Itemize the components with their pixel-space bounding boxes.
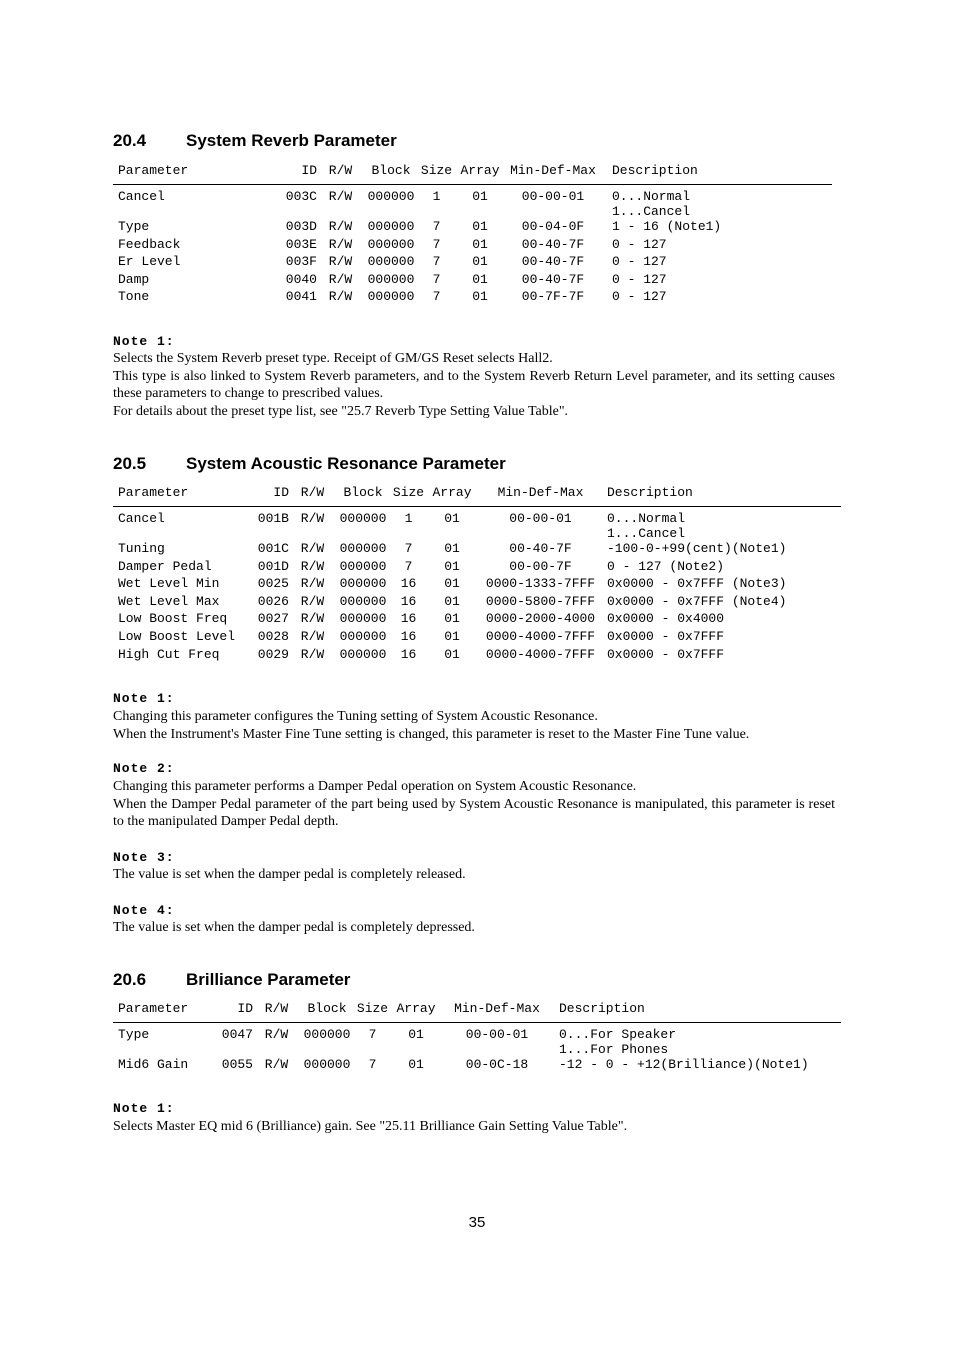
cell-rw: R/W xyxy=(328,271,353,287)
cell-block: 000000 xyxy=(339,628,387,644)
section-title: System Reverb Parameter xyxy=(186,131,397,150)
cell-array: 01 xyxy=(472,219,488,234)
cell-rw: R/W xyxy=(264,1027,289,1042)
cell-min-def-max: 00-0C-18 xyxy=(465,1057,529,1072)
cell-block: 000000 xyxy=(367,236,415,252)
note-paragraph: For details about the preset type list, see "25.7 Reverb Type Setting Value Table". xyxy=(113,403,569,419)
cell-parameter: Damp xyxy=(118,271,150,287)
cell-description: 0 - 127 (Note2) xyxy=(607,558,725,574)
cell-id: 0047 xyxy=(221,1027,253,1042)
note-label: Note 2: xyxy=(113,761,175,776)
cell-rw: R/W xyxy=(300,593,325,609)
table-row xyxy=(113,237,832,255)
column-header-array: Array xyxy=(391,998,441,1023)
cell-min-def-max: 0000-2000-4000 xyxy=(485,611,596,627)
column-header-rw: R/W xyxy=(253,998,300,1023)
cell-description: 0 - 127 xyxy=(612,289,667,305)
cell-description: 0x0000 - 0x4000 xyxy=(607,611,725,627)
cell-size: 16 xyxy=(400,628,417,644)
column-header-block: Block xyxy=(300,998,354,1023)
table-row xyxy=(113,1023,841,1058)
column-header-size: Size xyxy=(390,482,427,507)
column-header-size: Size xyxy=(418,160,455,185)
cell-id: 001C xyxy=(257,541,289,556)
table-row xyxy=(113,272,832,290)
cell-parameter: Tone xyxy=(118,289,150,305)
cell-block: 000000 xyxy=(339,611,387,627)
note-paragraph: When the Instrument's Master Fine Tune setting is changed, this parameter is reset to the Master Fine Tune value. xyxy=(113,726,750,742)
cell-parameter: Cancel xyxy=(118,511,165,526)
cell-array: 01 xyxy=(472,254,488,270)
cell-size: 16 xyxy=(400,646,417,662)
cell-size: 16 xyxy=(400,576,417,592)
cell-rw: R/W xyxy=(300,611,325,627)
cell-parameter: Wet Level Max xyxy=(118,593,220,609)
column-header-description: Description xyxy=(604,482,841,507)
column-header-block: Block xyxy=(364,160,418,185)
cell-description: -100-0-+99(cent)(Note1) xyxy=(607,541,787,556)
cell-rw: R/W xyxy=(300,541,325,556)
note-paragraph: Selects the System Reverb preset type. Receipt of GM/GS Reset selects Hall2. xyxy=(113,351,553,366)
cell-parameter: Type xyxy=(118,1027,150,1042)
cell-id: 0027 xyxy=(257,611,289,627)
cell-min-def-max: 0000-4000-7FFF xyxy=(485,628,596,644)
note-text xyxy=(113,778,835,831)
cell-block: 000000 xyxy=(339,646,387,662)
column-header-description: Description xyxy=(601,160,832,185)
cell-description: 0 - 127 xyxy=(612,254,667,270)
cell-block: 000000 xyxy=(303,1057,351,1072)
cell-parameter: High Cut Freq xyxy=(118,646,220,662)
table-row xyxy=(113,647,841,665)
note-label: Note 4: xyxy=(113,903,175,918)
reverb-parameter-table xyxy=(113,160,832,307)
cell-id: 003E xyxy=(285,236,317,252)
note-label: Note 1: xyxy=(113,334,175,349)
cell-description: 0x0000 - 0x7FFF xyxy=(607,646,725,662)
note-paragraph: The value is set when the damper pedal is completely depressed. xyxy=(113,920,475,935)
cell-block: 000000 xyxy=(367,289,415,305)
table-row xyxy=(113,611,841,629)
cell-block: 000000 xyxy=(303,1027,351,1042)
table-row xyxy=(113,507,841,542)
cell-size: 7 xyxy=(404,541,413,556)
cell-size: 1 xyxy=(404,511,413,526)
cell-id: 0028 xyxy=(257,628,289,644)
cell-description: 1 - 16 (Note1) xyxy=(612,219,722,234)
cell-size: 7 xyxy=(432,219,441,234)
table-row xyxy=(113,629,841,647)
cell-block: 000000 xyxy=(367,219,415,234)
cell-parameter: Tuning xyxy=(118,541,165,556)
cell-description: -12 - 0 - +12(Brilliance)(Note1) xyxy=(559,1057,809,1072)
cell-min-def-max: 00-00-01 xyxy=(509,511,572,526)
note-label: Note 1: xyxy=(113,691,175,706)
table-row xyxy=(113,559,841,577)
column-header-rw: R/W xyxy=(317,160,364,185)
column-header-min-def-max: Min-Def-Max xyxy=(505,160,601,185)
cell-array: 01 xyxy=(444,646,460,662)
table-row xyxy=(113,219,832,237)
cell-array: 01 xyxy=(444,576,460,592)
cell-id: 0026 xyxy=(257,593,289,609)
section-number: 20.6 xyxy=(113,970,147,989)
cell-rw: R/W xyxy=(264,1057,289,1072)
cell-min-def-max: 00-40-7F xyxy=(521,254,585,270)
cell-array: 01 xyxy=(444,611,460,627)
cell-block: 000000 xyxy=(367,189,415,204)
note-paragraph: Selects Master EQ mid 6 (Brilliance) gain. See "25.11 Brilliance Gain Setting Value Table". xyxy=(113,1119,628,1134)
column-header-min-def-max: Min-Def-Max xyxy=(441,998,553,1023)
column-header-size: Size xyxy=(354,998,391,1023)
cell-size: 16 xyxy=(400,611,417,627)
section-heading xyxy=(113,454,506,474)
cell-array: 01 xyxy=(408,1027,424,1042)
column-header-id: ID xyxy=(276,160,317,185)
section-title: System Acoustic Resonance Parameter xyxy=(186,454,506,473)
cell-parameter: Cancel xyxy=(118,189,165,204)
table-row xyxy=(113,1057,841,1075)
cell-size: 7 xyxy=(432,271,441,287)
column-header-id: ID xyxy=(248,482,289,507)
cell-size: 7 xyxy=(368,1027,377,1042)
note-text xyxy=(113,708,835,743)
column-header-parameter: Parameter xyxy=(113,482,248,507)
cell-array: 01 xyxy=(472,189,488,204)
table-row xyxy=(113,541,841,559)
section-title: Brilliance Parameter xyxy=(186,970,351,989)
cell-description: 0...For Speaker 1...For Phones xyxy=(559,1027,677,1057)
note-text xyxy=(113,919,835,937)
cell-id: 0040 xyxy=(285,271,317,287)
table-row xyxy=(113,594,841,612)
column-header-parameter: Parameter xyxy=(113,998,213,1023)
cell-array: 01 xyxy=(444,541,460,556)
cell-parameter: Damper Pedal xyxy=(118,558,212,574)
column-header-parameter: Parameter xyxy=(113,160,276,185)
cell-min-def-max: 0000-4000-7FFF xyxy=(485,646,596,662)
note-label: Note 1: xyxy=(113,1101,175,1116)
cell-block: 000000 xyxy=(339,576,387,592)
cell-size: 7 xyxy=(368,1057,377,1072)
table-header-row xyxy=(113,160,832,185)
cell-id: 0025 xyxy=(257,576,289,592)
cell-parameter: Low Boost Freq xyxy=(118,611,228,627)
page-number: 35 xyxy=(468,1214,486,1231)
cell-block: 000000 xyxy=(339,593,387,609)
cell-id: 0041 xyxy=(285,289,317,305)
cell-size: 7 xyxy=(404,558,413,574)
column-header-array: Array xyxy=(455,160,505,185)
note-text xyxy=(113,1118,835,1136)
cell-min-def-max: 00-00-01 xyxy=(521,189,585,204)
cell-block: 000000 xyxy=(339,558,387,574)
cell-block: 000000 xyxy=(367,254,415,270)
column-header-rw: R/W xyxy=(289,482,336,507)
table-row xyxy=(113,254,832,272)
cell-rw: R/W xyxy=(300,558,325,574)
cell-description: 0...Normal 1...Cancel xyxy=(607,511,686,541)
cell-block: 000000 xyxy=(367,271,415,287)
cell-min-def-max: 00-00-7F xyxy=(509,558,572,574)
cell-min-def-max: 00-00-01 xyxy=(465,1027,529,1042)
cell-description: 0x0000 - 0x7FFF (Note4) xyxy=(607,593,787,609)
cell-id: 003F xyxy=(285,254,317,270)
cell-rw: R/W xyxy=(328,254,353,270)
cell-array: 01 xyxy=(444,593,460,609)
section-number: 20.4 xyxy=(113,131,147,150)
cell-min-def-max: 00-7F-7F xyxy=(521,289,585,305)
note-paragraph: Changing this parameter configures the Tuning setting of System Acoustic Resonance. xyxy=(113,709,598,724)
cell-id: 0055 xyxy=(221,1057,253,1072)
table-row xyxy=(113,289,832,307)
cell-block: 000000 xyxy=(339,511,387,526)
section-heading xyxy=(113,131,397,151)
note-text xyxy=(113,350,835,420)
cell-parameter: Low Boost Level xyxy=(118,628,236,644)
cell-array: 01 xyxy=(472,236,488,252)
cell-id: 003C xyxy=(285,189,317,204)
note-paragraph: This type is also linked to System Reverb parameters, and to the System Reverb Return Level parameter, and its setting causes these parameters to change to prescribed values. xyxy=(113,368,835,401)
acoustic-resonance-parameter-table xyxy=(113,482,841,664)
brilliance-parameter-table xyxy=(113,998,841,1075)
cell-description: 0 - 127 xyxy=(612,236,667,252)
cell-rw: R/W xyxy=(328,189,353,204)
cell-rw: R/W xyxy=(328,236,353,252)
cell-array: 01 xyxy=(472,271,488,287)
cell-size: 7 xyxy=(432,236,441,252)
column-header-min-def-max: Min-Def-Max xyxy=(477,482,604,507)
column-header-array: Array xyxy=(427,482,477,507)
column-header-description: Description xyxy=(553,998,841,1023)
cell-parameter: Er Level xyxy=(118,254,181,270)
cell-array: 01 xyxy=(444,511,460,526)
cell-size: 7 xyxy=(432,289,441,305)
note-label: Note 3: xyxy=(113,850,175,865)
cell-parameter: Type xyxy=(118,219,150,234)
cell-block: 000000 xyxy=(339,541,387,556)
cell-description: 0...Normal 1...Cancel xyxy=(612,189,691,219)
table-row xyxy=(113,185,832,220)
cell-rw: R/W xyxy=(300,628,325,644)
cell-description: 0x0000 - 0x7FFF xyxy=(607,628,725,644)
note-text xyxy=(113,866,835,884)
cell-parameter: Mid6 Gain xyxy=(118,1057,189,1072)
cell-min-def-max: 00-04-0F xyxy=(521,219,585,234)
cell-rw: R/W xyxy=(328,219,353,234)
note-paragraph: Changing this parameter performs a Damper Pedal operation on System Acoustic Resonance. xyxy=(113,779,637,794)
cell-id: 001B xyxy=(257,511,289,526)
cell-parameter: Feedback xyxy=(118,236,181,252)
cell-size: 7 xyxy=(432,254,441,270)
section-heading xyxy=(113,970,350,990)
column-header-block: Block xyxy=(336,482,390,507)
table-header-row xyxy=(113,482,841,507)
cell-array: 01 xyxy=(408,1057,424,1072)
cell-min-def-max: 0000-1333-7FFF xyxy=(485,576,596,592)
column-header-id: ID xyxy=(213,998,253,1023)
note-paragraph: When the Damper Pedal parameter of the part being used by System Acoustic Resonance is manipulated, this parameter is reset to the manipulated Damper Pedal depth. xyxy=(113,796,835,829)
cell-parameter: Wet Level Min xyxy=(118,576,220,592)
cell-min-def-max: 00-40-7F xyxy=(509,541,572,556)
cell-rw: R/W xyxy=(328,289,353,305)
cell-rw: R/W xyxy=(300,576,325,592)
table-row xyxy=(113,576,841,594)
note-paragraph: The value is set when the damper pedal is completely released. xyxy=(113,867,466,882)
cell-description: 0 - 127 xyxy=(612,271,667,287)
cell-id: 001D xyxy=(257,558,289,574)
cell-array: 01 xyxy=(444,628,460,644)
cell-id: 0029 xyxy=(257,646,289,662)
section-number: 20.5 xyxy=(113,454,147,473)
cell-size: 16 xyxy=(400,593,417,609)
table-header-row xyxy=(113,998,841,1023)
cell-min-def-max: 00-40-7F xyxy=(521,236,585,252)
cell-min-def-max: 00-40-7F xyxy=(521,271,585,287)
cell-description: 0x0000 - 0x7FFF (Note3) xyxy=(607,576,787,592)
cell-array: 01 xyxy=(444,558,460,574)
cell-array: 01 xyxy=(472,289,488,305)
cell-size: 1 xyxy=(432,189,441,204)
cell-id: 003D xyxy=(285,219,317,234)
cell-rw: R/W xyxy=(300,511,325,526)
cell-min-def-max: 0000-5800-7FFF xyxy=(485,593,596,609)
cell-rw: R/W xyxy=(300,646,325,662)
